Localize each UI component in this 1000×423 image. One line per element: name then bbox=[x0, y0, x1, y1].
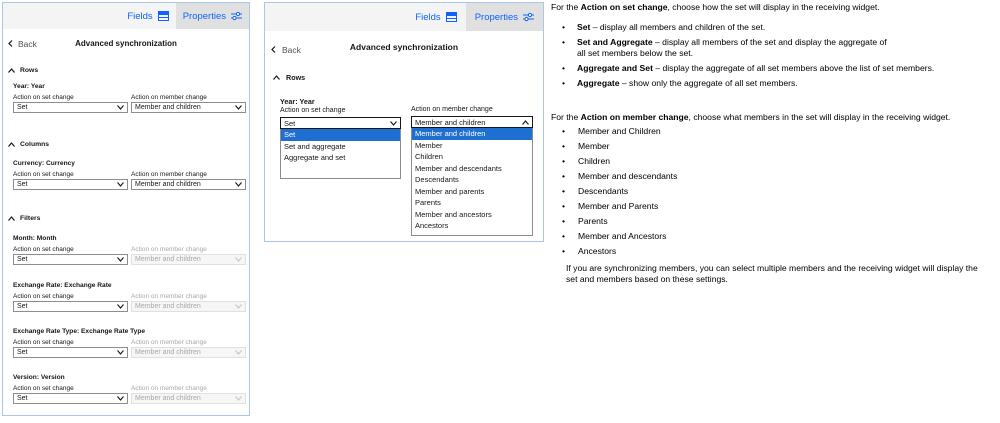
chevron-down-icon bbox=[117, 304, 124, 309]
dropdown-option[interactable]: Member and ancestors bbox=[415, 209, 492, 219]
set-change-bullets bbox=[562, 22, 992, 93]
member-change-select-disabled bbox=[131, 347, 246, 358]
dropdown-option-selected[interactable]: Member and children bbox=[412, 128, 532, 140]
set-change-select[interactable] bbox=[13, 393, 128, 404]
chevron-up-icon bbox=[273, 75, 280, 80]
dropdown-option[interactable]: Aggregate and set bbox=[284, 153, 346, 162]
group-title: Year: Year bbox=[13, 83, 45, 90]
sync-group-exchange-rate bbox=[13, 282, 249, 312]
note-paragraph: If you are synchronizing members, you can select multiple members and the receiving widget will display the set and members based on these settings. bbox=[566, 263, 978, 284]
list-item: • Aggregate and Set – display the aggregate of all set members above the list of set members. bbox=[562, 63, 992, 74]
tab-properties[interactable] bbox=[466, 3, 543, 31]
set-change-select[interactable] bbox=[13, 102, 128, 113]
select-value: Set bbox=[17, 349, 28, 356]
chevron-down-icon bbox=[235, 350, 242, 355]
select-value: Member and children bbox=[135, 104, 201, 111]
select-value: Member and children bbox=[135, 256, 201, 263]
chevron-up-icon bbox=[8, 68, 15, 73]
tab-properties-label: Properties bbox=[474, 11, 518, 23]
section-rows-label: Rows bbox=[286, 73, 306, 82]
select-value: Set bbox=[17, 395, 28, 402]
member-change-select[interactable] bbox=[131, 102, 246, 113]
dropdown-option[interactable]: Parents bbox=[415, 198, 441, 207]
member-change-label: Action on member change bbox=[131, 94, 207, 101]
advanced-sync-panel-expanded bbox=[264, 2, 544, 242]
list-item: • Set – display all members and children of the set. bbox=[562, 22, 992, 33]
group-title: Exchange Rate Type: Exchange Rate Type bbox=[13, 328, 146, 335]
member-change-label: Action on member change bbox=[131, 385, 207, 392]
sync-group-month bbox=[13, 235, 249, 265]
select-value: Member and children bbox=[135, 349, 201, 356]
page-title: Advanced synchronization bbox=[349, 42, 459, 52]
list-item: • Member bbox=[562, 141, 677, 156]
chevron-down-icon bbox=[117, 105, 124, 110]
dropdown-option[interactable]: Descendants bbox=[415, 175, 459, 184]
panel-tabs bbox=[406, 3, 543, 31]
select-value: Set bbox=[17, 104, 28, 111]
dropdown-option-selected[interactable]: Set bbox=[281, 129, 400, 141]
list-item: • Member and Children bbox=[562, 126, 677, 141]
set-change-label: Action on set change bbox=[13, 385, 74, 392]
set-change-label: Action on set change bbox=[13, 293, 74, 300]
section-rows-toggle[interactable] bbox=[273, 73, 305, 82]
section-columns-toggle[interactable] bbox=[8, 141, 49, 148]
section-rows-label: Rows bbox=[20, 67, 39, 74]
sync-group-currency bbox=[13, 160, 249, 190]
select-value: Member and children bbox=[135, 181, 201, 188]
group-title: Exchange Rate: Exchange Rate bbox=[13, 282, 112, 289]
tab-fields[interactable] bbox=[406, 3, 465, 31]
member-change-label: Action on member change bbox=[131, 293, 207, 300]
tab-properties-label: Properties bbox=[182, 10, 226, 22]
group-title: Year: Year bbox=[280, 97, 315, 106]
section-columns-label: Columns bbox=[20, 141, 50, 148]
member-change-label: Action on member change bbox=[131, 246, 207, 253]
chevron-down-icon bbox=[235, 304, 242, 309]
set-change-label: Action on set change bbox=[13, 246, 74, 253]
member-change-select-disabled bbox=[131, 254, 246, 265]
list-item: • Member and Ancestors bbox=[562, 231, 677, 246]
select-value: Set bbox=[284, 118, 296, 128]
list-item: • Children bbox=[562, 156, 677, 171]
tab-fields-label: Fields bbox=[415, 11, 441, 23]
set-change-label: Action on set change bbox=[13, 94, 74, 101]
chevron-down-icon bbox=[117, 182, 124, 187]
chevron-down-icon bbox=[235, 182, 242, 187]
intro-member-change: For the Action on member change, choose what members in the set will display in the receiving widget. bbox=[551, 112, 951, 122]
set-change-label: Action on set change bbox=[280, 107, 346, 114]
chevron-down-icon bbox=[390, 119, 397, 128]
dropdown-option[interactable]: Member and descendants bbox=[415, 163, 502, 173]
group-title: Currency: Currency bbox=[13, 160, 75, 167]
panel-header bbox=[265, 3, 543, 31]
sync-group-year bbox=[13, 83, 249, 113]
back-label: Back bbox=[18, 39, 37, 49]
sync-group-exchange-rate-type bbox=[13, 328, 249, 358]
sync-group-version bbox=[13, 374, 249, 404]
list-item: • Ancestors bbox=[562, 246, 677, 261]
chevron-down-icon bbox=[235, 257, 242, 262]
fields-icon bbox=[446, 12, 457, 22]
chevron-down-icon bbox=[117, 396, 124, 401]
select-value: Set bbox=[17, 256, 28, 263]
set-change-label: Action on set change bbox=[13, 339, 74, 346]
member-change-select-disabled bbox=[131, 393, 246, 404]
member-change-select-disabled bbox=[131, 301, 246, 312]
chevron-down-icon bbox=[235, 396, 242, 401]
section-filters-toggle[interactable] bbox=[8, 215, 40, 222]
sliders-icon bbox=[523, 12, 534, 22]
list-item: • Aggregate – show only the aggregate of all set members. bbox=[562, 78, 992, 89]
list-item: • Member and Parents bbox=[562, 201, 677, 216]
dropdown-option[interactable]: Member and parents bbox=[415, 186, 485, 196]
list-item: • Parents bbox=[562, 216, 677, 231]
member-change-label: Action on member change bbox=[131, 171, 207, 178]
member-change-select[interactable] bbox=[131, 179, 246, 190]
set-change-select-open[interactable] bbox=[280, 117, 401, 129]
list-item: • Set and Aggregate – display all members of the set and display the aggregate of all set members below the set. bbox=[562, 37, 892, 59]
chevron-up-icon bbox=[8, 142, 15, 147]
intro-set-change: For the Action on set change, choose how the set will display in the receiving widget. bbox=[551, 2, 880, 12]
member-change-options-list bbox=[411, 128, 533, 236]
dropdown-option[interactable]: Ancestors bbox=[415, 221, 449, 230]
panel-tabs bbox=[120, 3, 249, 29]
member-change-select-open[interactable] bbox=[411, 116, 533, 128]
select-value: Member and children bbox=[135, 395, 201, 402]
advanced-sync-panel-left bbox=[2, 2, 250, 416]
section-filters-label: Filters bbox=[20, 215, 41, 222]
dropdown-option[interactable]: Set and aggregate bbox=[284, 141, 346, 151]
set-change-options-list bbox=[280, 129, 401, 179]
tab-properties[interactable] bbox=[176, 3, 249, 29]
chevron-up-icon bbox=[8, 216, 15, 221]
page-title: Advanced synchronization bbox=[75, 39, 177, 48]
dropdown-option[interactable]: Member bbox=[415, 140, 443, 150]
select-value: Set bbox=[17, 181, 28, 188]
back-label: Back bbox=[282, 45, 301, 55]
group-title: Version: Version bbox=[13, 374, 65, 381]
select-value: Set bbox=[17, 303, 28, 310]
list-item: • Member and descendants bbox=[562, 171, 677, 186]
panel-header bbox=[3, 3, 249, 29]
list-item: • Descendants bbox=[562, 186, 677, 201]
fields-icon bbox=[158, 11, 169, 21]
tab-fields[interactable] bbox=[120, 3, 175, 29]
member-change-bullets bbox=[562, 126, 677, 261]
chevron-down-icon bbox=[235, 105, 242, 110]
select-value: Member and children bbox=[415, 117, 486, 127]
member-change-label: Action on member change bbox=[131, 339, 207, 346]
tab-fields-label: Fields bbox=[127, 10, 153, 22]
chevron-down-icon bbox=[117, 350, 124, 355]
dropdown-option[interactable]: Children bbox=[415, 152, 443, 161]
select-value: Member and children bbox=[135, 303, 201, 310]
set-change-select[interactable] bbox=[13, 179, 128, 190]
set-change-select[interactable] bbox=[13, 301, 128, 312]
member-change-label: Action on member change bbox=[411, 106, 493, 113]
chevron-down-icon bbox=[117, 257, 124, 262]
set-change-select[interactable] bbox=[13, 254, 128, 265]
section-rows-toggle[interactable] bbox=[8, 67, 38, 74]
set-change-select[interactable] bbox=[13, 347, 128, 358]
chevron-up-icon bbox=[522, 118, 529, 127]
group-title: Month: Month bbox=[13, 235, 57, 242]
sliders-icon bbox=[231, 11, 242, 21]
set-change-label: Action on set change bbox=[13, 171, 74, 178]
